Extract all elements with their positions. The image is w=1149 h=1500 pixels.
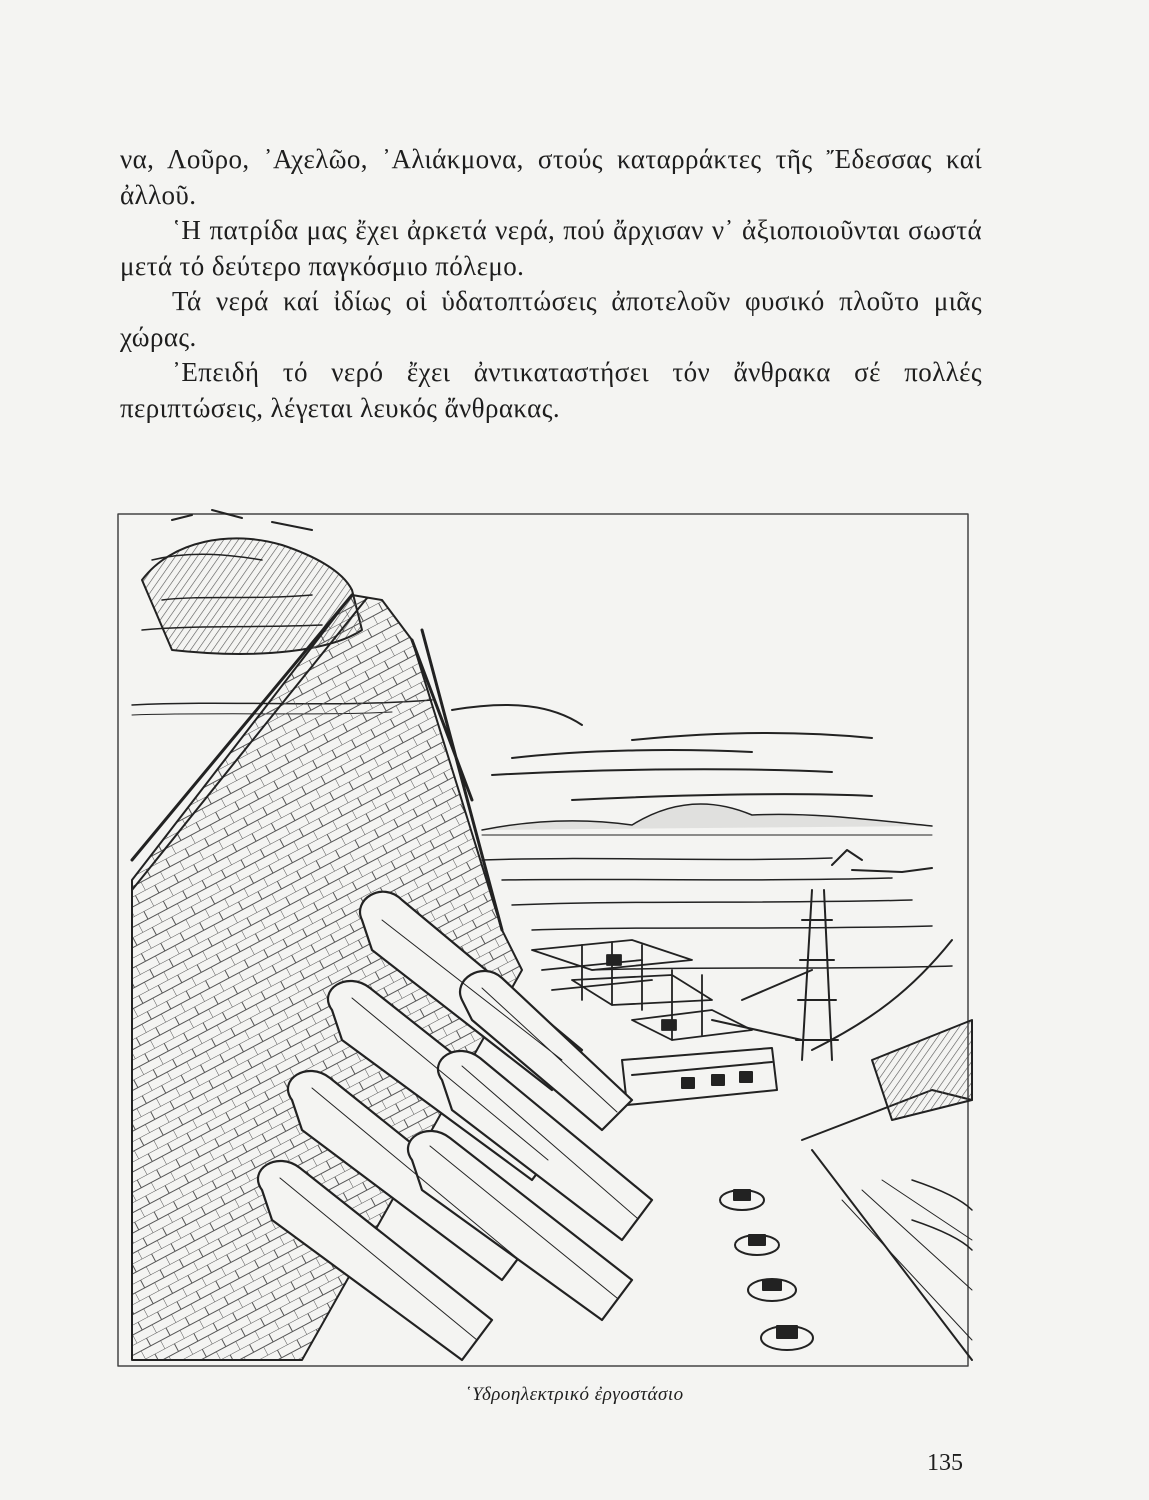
paragraph-natural-wealth: Τά νερά καί ἰδίως οἱ ὑδατοπτώσεις ἀποτελοῦν φυσικό πλοῦτο μιᾶς χώρας.: [120, 286, 982, 352]
transmission-tower: [712, 850, 932, 1060]
switchyard: [532, 940, 752, 1040]
powerhouse-building: [622, 1048, 777, 1105]
paragraph-white-coal: ᾿Επειδή τό νερό ἔχει ἀντικαταστήσει τόν ἄνθρακα σέ πολλές περιπτώσεις, λέγεται λευκός ἄνθρακας.: [120, 357, 982, 423]
river-bank-right: [802, 940, 972, 1360]
reservoir-water: [482, 858, 952, 970]
turbine-discs: [720, 1190, 813, 1350]
paragraph-water-resources: ῾Η πατρίδα μας ἔχει ἀρκετά νερά, πού ἄρχισαν ν᾿ ἀξιοποιοῦνται σωστά μετά τό δεύτερο παγκόσμιο πόλεμο.: [120, 215, 982, 281]
hydroelectric-plant-illustration: [112, 500, 974, 1380]
body-text: [120, 142, 982, 426]
page-number: 135: [927, 1450, 963, 1476]
paragraph-continued: να, Λοῦρο, ᾿Αχελῶο, ᾿Αλιάκμονα, στούς καταρράκτες τῆς Ἔδεσσας καί ἀλλοῦ.: [120, 144, 982, 210]
figure-caption: ῾Υδροηλεκτρικό ἐργοστάσιο: [465, 1384, 684, 1405]
distant-mountains: [482, 804, 932, 835]
sky-strokes: [452, 705, 872, 800]
